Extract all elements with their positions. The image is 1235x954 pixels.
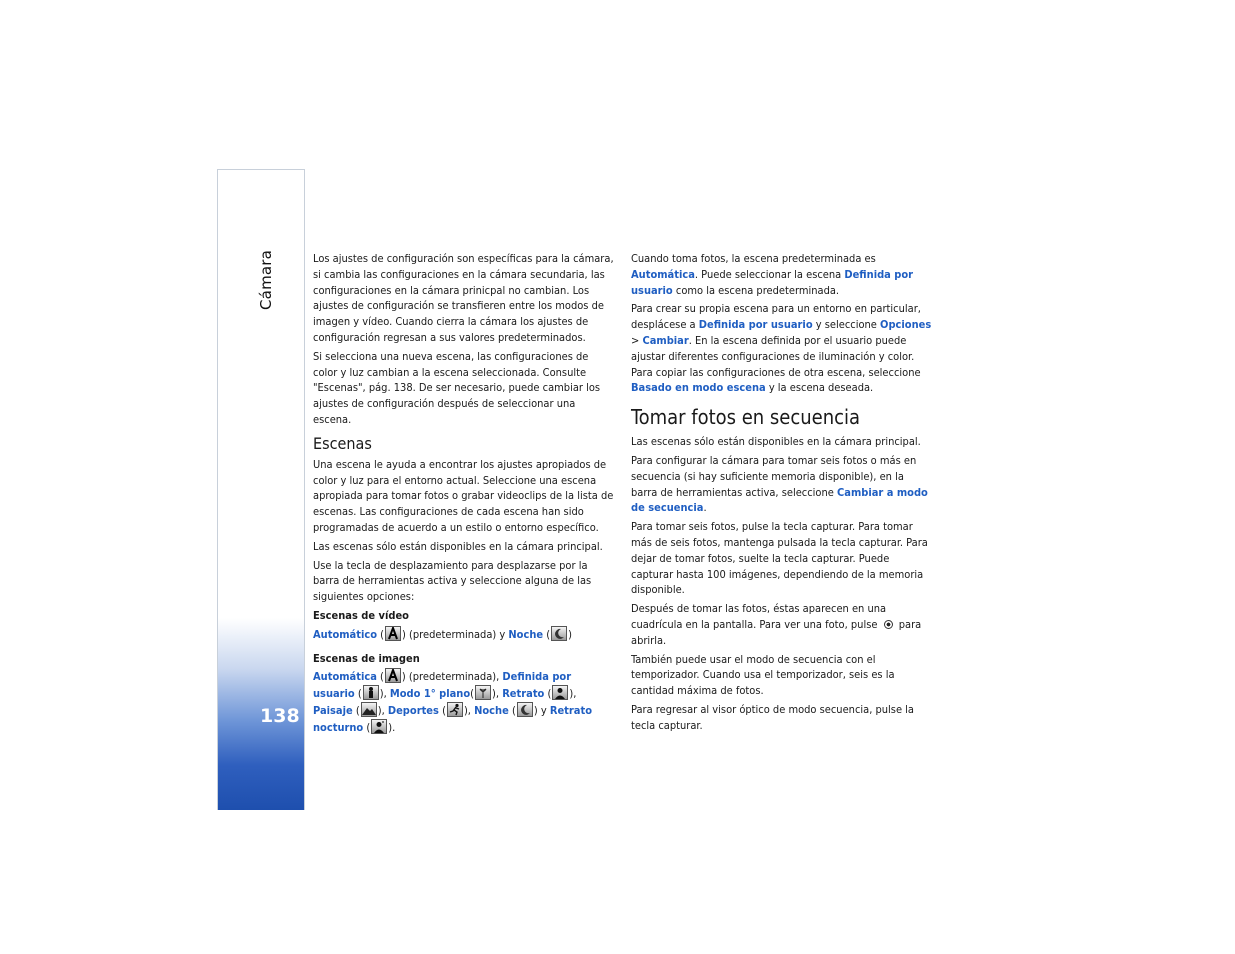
night-scene-icon [517,702,533,717]
option-modo-1-plano: Modo 1° plano [389,687,471,701]
landscape-scene-icon [361,702,377,717]
image-scenes-list: Automática ( ) (predeterminada), Definida por usuario ( ), Modo 1° plano( ), Retrato ( ), Paisaje ( ), Deportes ( ), Noche ( ) y Retrato nocturno ( ). [313,670,593,734]
option-basado-en-modo-escena: Basado en modo escena [631,381,766,395]
user-defined-scene-icon [363,685,379,700]
paragraph: Para crear su propia escena para un entorno en particular, desplácese a Definida por usuario y seleccione Opciones > Cambiar. En la escena definida por el usuario puede ajustar diferentes configuraciones de iluminación y color. Para copiar las configuraciones de otra escena, seleccione Basado en modo escena y la escena deseada. [631,302,932,395]
close-up-scene-icon [475,685,491,700]
option-opciones: Opciones [880,318,932,332]
portrait-scene-icon [552,685,568,700]
auto-scene-icon [385,668,401,683]
option-automatica: Automática [313,670,377,684]
option-noche: Noche [508,627,544,641]
paragraph: Una escena le ayuda a encontrar los ajustes apropiados de color y luz para el entorno actual. Seleccione una escena apropiada para tomar fotos o grabar videoclips de la lista de escenas. Las configuraciones de cada escena han sido programadas de acuerdo a un estilo o entorno específico. [313,457,614,534]
paragraph: Las escenas sólo están disponibles en la cámara principal. [313,539,603,553]
sports-scene-icon [447,702,463,717]
paragraph: Las escenas sólo están disponibles en la cámara principal. [631,435,921,449]
option-cambiar-a-modo-de-secuencia: Cambiar a modo de secuencia [631,485,928,515]
scroll-key-icon [884,620,893,629]
option-cambiar: Cambiar [642,333,689,347]
video-scenes-list: Automático ( ) (predeterminada) y Noche ( ) [313,627,572,641]
paragraph: Después de tomar las fotos, éstas aparecen en una cuadrícula en la pantalla. Para ver una foto, pulse para abrirla. [631,602,922,647]
paragraph: Los ajustes de configuración son específicas para la cámara, si cambia las configuraciones en la cámara secundaria, las configuraciones en la cámara prinicpal no cambian. Los ajustes de configuración se transfieren entre los modos de imagen y vídeo. Cuando cierra la cámara los ajustes de configuración regresan a sus valores predeterminados. [313,252,614,344]
paragraph: Si selecciona una nueva escena, las configuraciones de color y luz cambian a la escena seleccionada. Consulte "Escenas", pág. 138. De ser necesario, puede cambiar los ajustes de configuración después de seleccionar una escena. [313,349,601,426]
option-automatico: Automático [313,627,378,641]
chapter-title: Cámara [257,249,275,310]
option-definida-por-usuario: Definida por usuario [631,267,914,297]
option-automatica: Automática [631,267,695,281]
option-deportes: Deportes [387,703,439,717]
section-heading-escenas: Escenas [313,433,372,453]
paragraph: Cuando toma fotos, la escena predeterminada es Automática. Puede seleccionar la escena Definida por usuario como la escena predeterminada. [631,252,914,297]
auto-scene-icon [385,626,401,641]
option-retrato: Retrato [502,687,545,701]
paragraph: Para configurar la cámara para tomar seis fotos o más en secuencia (si hay suficiente memoria disponible), en la barra de herramientas activa, seleccione Cambiar a modo de secuencia. [631,453,928,515]
option-retrato-nocturno: Retrato nocturno [313,703,593,734]
paragraph: También puede usar el modo de secuencia con el temporizador. Cuando usa el temporizador, seis es la cantidad máxima de fotos. [631,652,895,698]
subheading-image-scenes: Escenas de imagen [313,651,420,665]
night-scene-icon [551,626,567,641]
night-portrait-scene-icon [371,719,387,734]
option-definida-por-usuario: Definida por usuario [698,318,813,332]
option-noche: Noche [474,703,509,717]
right-column [631,251,933,737]
paragraph: Para regresar al visor óptico de modo secuencia, pulse la tecla capturar. [631,702,914,732]
section-heading-tomar-fotos: Tomar fotos en secuencia [631,405,861,430]
option-definida-por-usuario: Definida por usuario [313,670,572,701]
subheading-video-scenes: Escenas de vídeo [313,608,409,622]
page-number: 138 [260,705,300,727]
paragraph: Use la tecla de desplazamiento para desplazarse por la barra de herramientas activa y seleccione alguna de las siguientes opciones: [313,558,592,604]
option-paisaje: Paisaje [313,703,353,717]
left-column [313,251,615,739]
paragraph: Para tomar seis fotos, pulse la tecla capturar. Para tomar más de seis fotos, mantenga pulsada la tecla capturar. Para dejar de tomar fotos, suelte la tecla capturar. Puede capturar hasta 100 imágenes, dependiendo de la memoria disponible. [631,520,928,597]
